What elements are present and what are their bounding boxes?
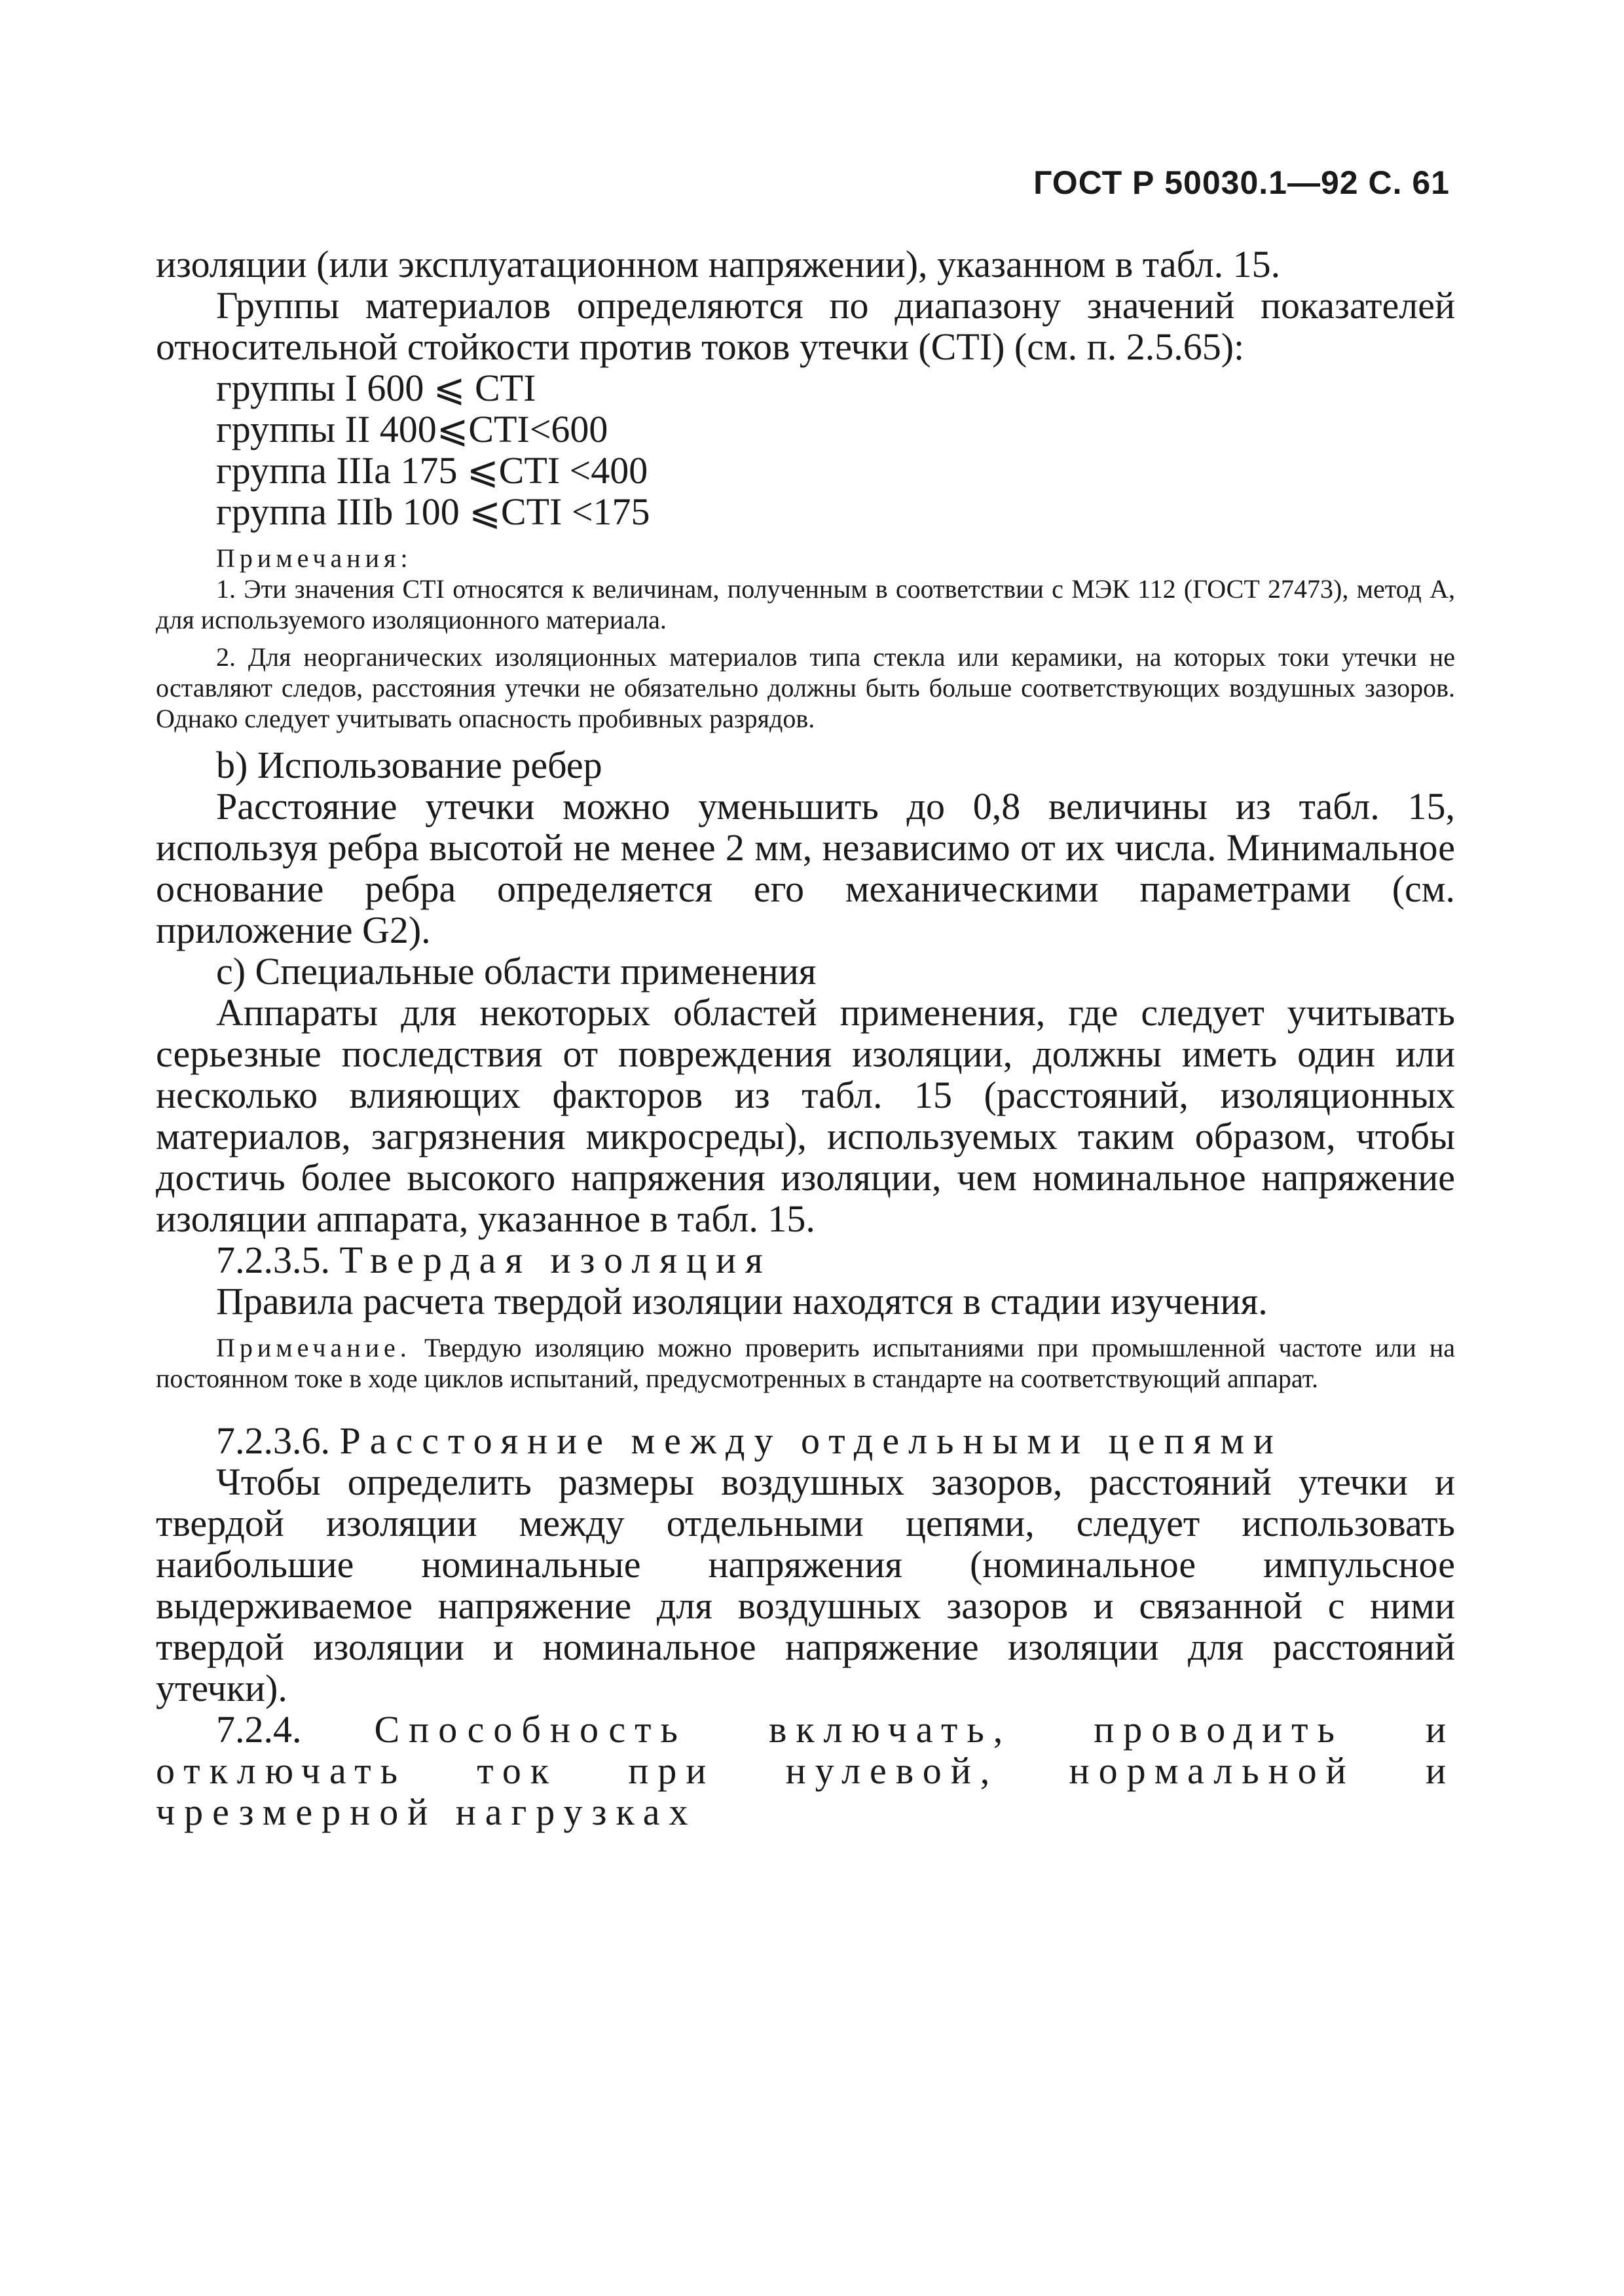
section-c-text: Аппараты для некоторых областей применения, где следует учитывать серьезные последствия от повреждения изоляции, должны иметь один или несколько влияющих факторов из табл. 15 (расстояний, изоляционных материалов, загрязнения микросреды), используемых таким образом, чтобы достичь более высокого напряжения изоляции, чем номинальное напряжение изоляции аппарата, указанное в табл. 15. <box>156 991 1455 1240</box>
list-item: группы II 400⩽CTI<600 <box>216 408 608 450</box>
section-title: Твердая изоляция <box>339 1239 772 1281</box>
list-item: группа IIIb 100 ⩽CTI <175 <box>216 490 650 533</box>
section-number: 7.2.4. <box>216 1708 302 1751</box>
section-7235-text: Правила расчета твердой изоляции находятся в стадии изучения. <box>216 1280 1268 1322</box>
paragraph-continuation: изоляции (или эксплуатационном напряжении), указанном в табл. 15. <box>156 243 1281 285</box>
section-b-text: Расстояние утечки можно уменьшить до 0,8 величины из табл. 15, используя ребра высотой не менее 2 мм, независимо от их числа. Минимальное основание ребра определяется его механическими параметрами (см. приложение G2). <box>156 785 1455 951</box>
paragraph-material-groups: Группы материалов определяются по диапазону значений показателей относительной стойкости против токов утечки (CTI) (см. п. 2.5.65): <box>156 284 1455 368</box>
section-7235-heading <box>156 1239 1455 1281</box>
note-label: Примечание. <box>216 1333 411 1362</box>
note-2: 2. Для неорганических изоляционных материалов типа стекла или керамики, на которых токи утечки не оставляют следов, расстояния утечки не обязательно должны быть больше соответствующих воздушных зазоров. Однако следует учитывать опасность пробивных разрядов. <box>156 642 1455 733</box>
page-header: ГОСТ Р 50030.1—92 С. 61 <box>1033 164 1450 201</box>
note-text: Твердую изоляцию можно проверить испытаниями при промышленной частоте или на постоянном токе в ходе циклов испытаний, предусмотренных в стандарте на соответствующий аппарат. <box>156 1333 1456 1393</box>
section-b-heading: b) Использование ребер <box>216 744 602 786</box>
section-title: Расстояние между отдельными цепями <box>339 1419 1283 1462</box>
page-content <box>156 244 1455 1832</box>
section-724-heading <box>156 1709 1455 1832</box>
section-number: 7.2.3.5. <box>216 1239 330 1281</box>
material-groups-list <box>216 367 1455 532</box>
section-7236-text: Чтобы определить размеры воздушных зазоров, расстояний утечки и твердой изоляции между отдельными цепями, следует использовать наибольшие номинальные напряжения (номинальное импульсное выдерживаемое напряжение для воздушных зазоров и связанной с ними твердой изоляции и номинальное напряжение изоляции для расстояний утечки). <box>156 1461 1455 1709</box>
section-7236-heading <box>156 1420 1455 1461</box>
section-title: Способность включать, проводить и отключать ток при нулевой, нормальной и чрезмерной нагрузках <box>156 1708 1456 1833</box>
section-number: 7.2.3.6. <box>216 1419 330 1462</box>
note-1: 1. Эти значения CTI относятся к величинам, полученным в соответствии с МЭК 112 (ГОСТ 27473), метод А, для используемого изоляционного материала. <box>156 574 1455 634</box>
notes-title: Примечания: <box>216 543 413 573</box>
list-item: группа IIIa 175 ⩽CTI <400 <box>216 449 648 492</box>
list-item: группы I 600 ⩽ CTI <box>216 367 536 409</box>
section-c-heading: c) Специальные области применения <box>216 950 817 993</box>
note-3 <box>156 1332 1455 1394</box>
